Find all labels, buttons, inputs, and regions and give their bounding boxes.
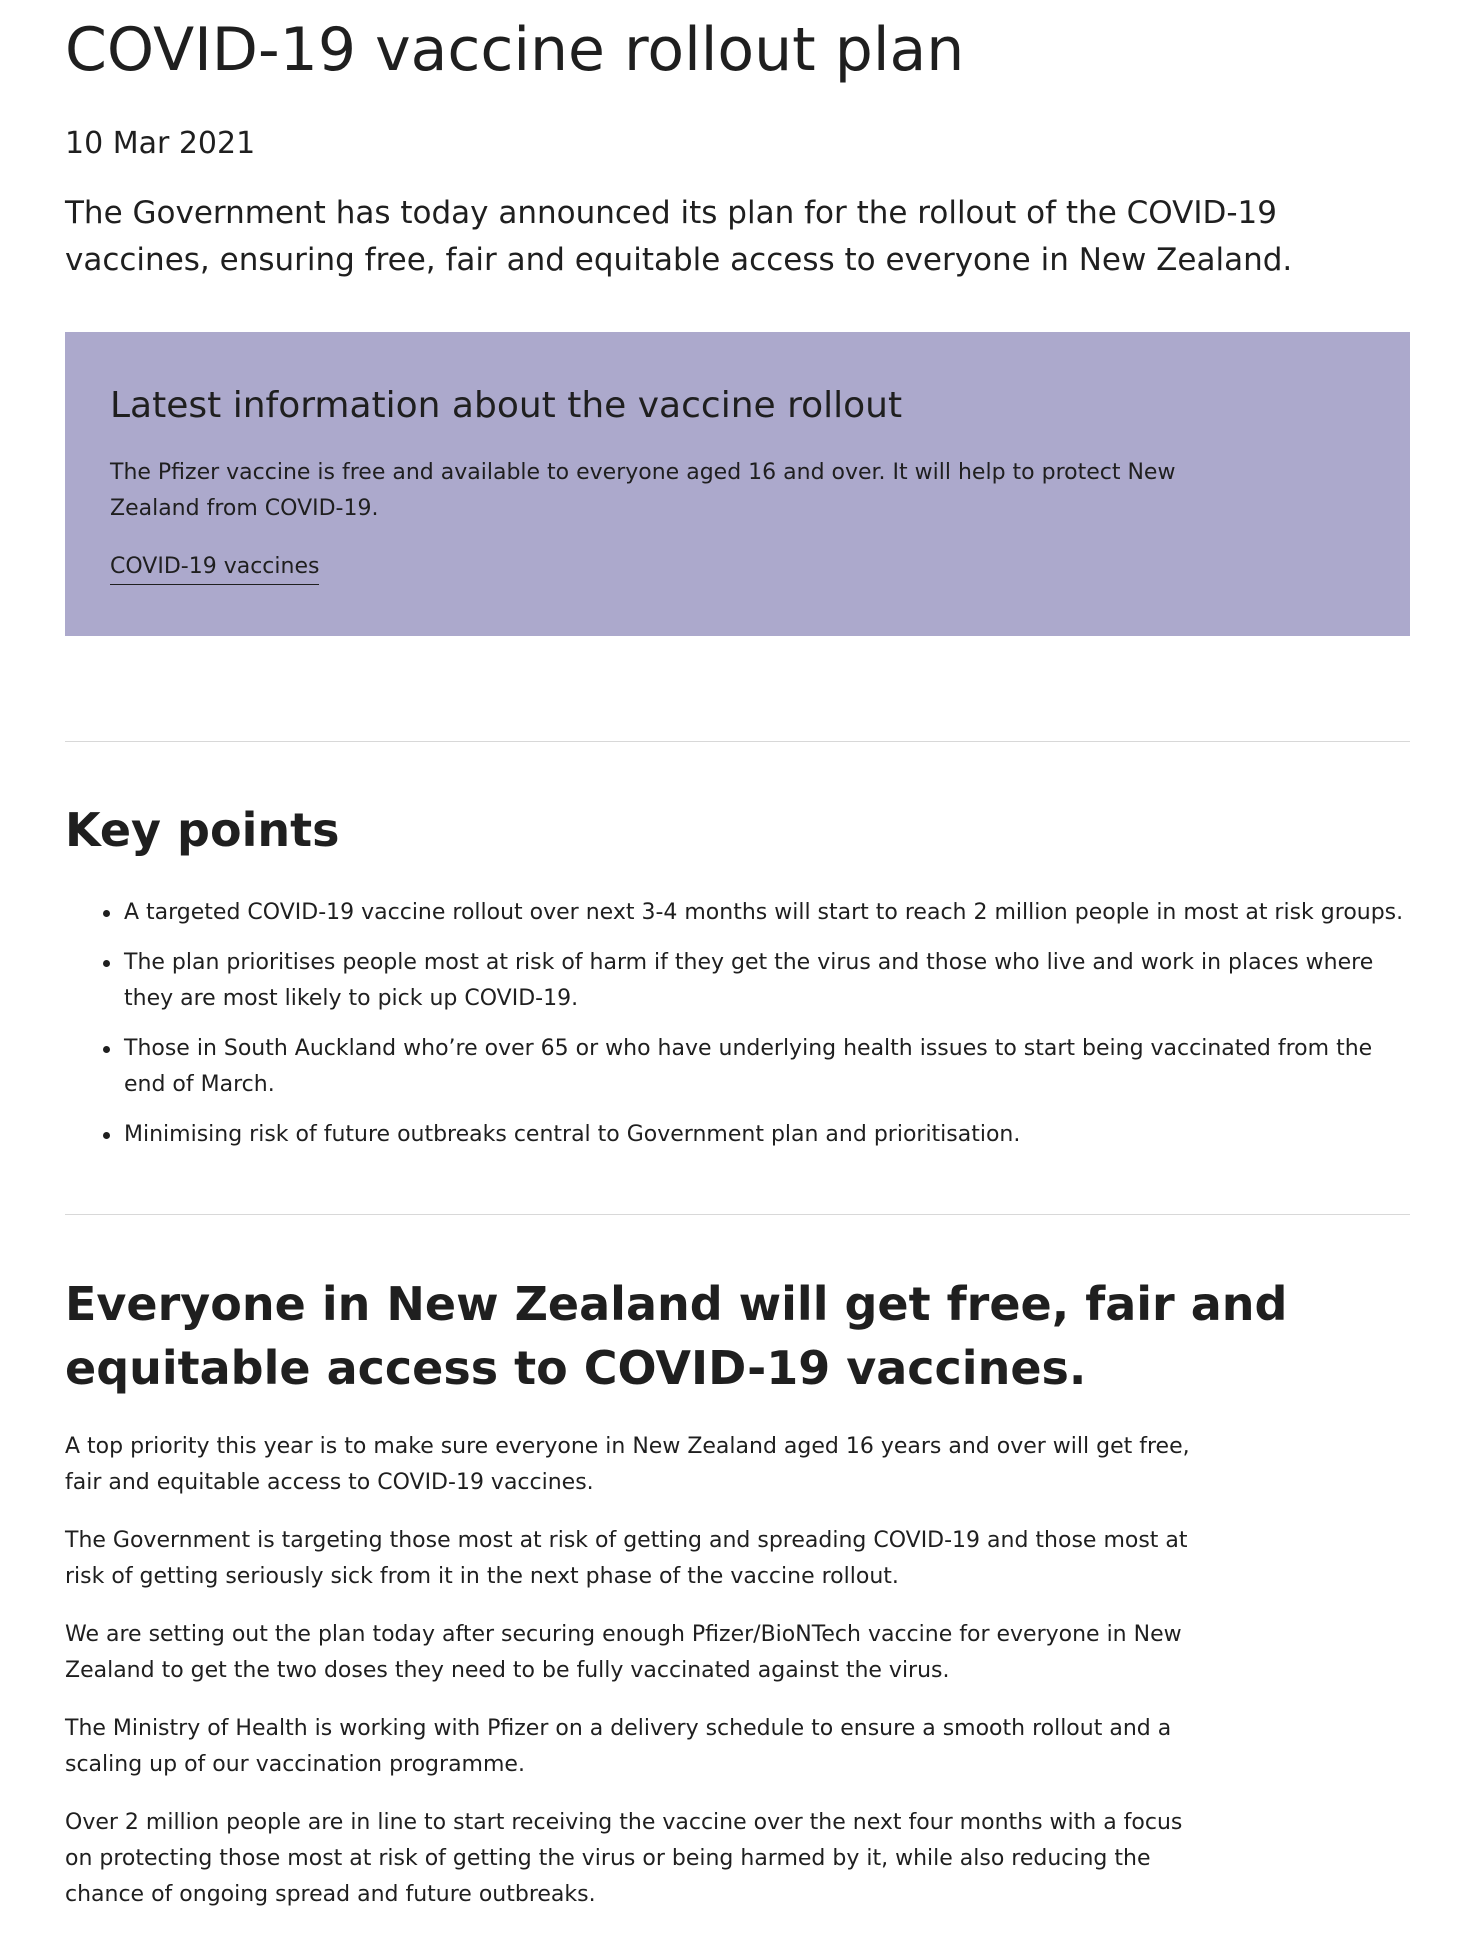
- body-paragraph: A top priority this year is to make sure everyone in New Zealand aged 16 years and over will get free, fair and equitable access to COVID-19 vaccines.: [65, 1434, 1190, 1495]
- info-box-text: The Pfizer vaccine is free and available to everyone aged 16 and over. It will help to protect New Zealand from COVID-19.: [110, 460, 1176, 521]
- body-paragraph: Over 2 million people are in line to start receiving the vaccine over the next four months with a focus on protecting those most at risk of getting the virus or being harmed by it, while also reducing the chance of ongoing spread and future outbreaks.: [65, 1810, 1183, 1907]
- key-point-item: [65, 1117, 1410, 1153]
- key-point-item: [65, 1031, 1410, 1103]
- divider: [65, 1214, 1410, 1215]
- key-point-text: Those in South Auckland who’re over 65 or who have underlying health issues to start being vaccinated from the end of March.: [124, 1036, 1373, 1097]
- divider: [65, 741, 1410, 742]
- section-body: [65, 1429, 1195, 1935]
- lead-paragraph: The Government has today announced its plan for the rollout of the COVID-19 vaccines, ensuring free, fair and equitable access to everyone in New Zealand.: [65, 195, 1293, 278]
- publish-date: 10 Mar 2021: [65, 126, 256, 161]
- bullet-icon: [103, 960, 110, 967]
- covid-vaccines-link[interactable]: COVID-19 vaccines: [110, 550, 319, 585]
- body-paragraph: The Government is targeting those most at risk of getting and spreading COVID-19 and those most at risk of getting seriously sick from it in the next phase of the vaccine rollout.: [65, 1528, 1188, 1589]
- key-point-text: A targeted COVID-19 vaccine rollout over next 3-4 months will start to reach 2 million people in most at risk groups.: [124, 900, 1404, 925]
- body-paragraph: We are setting out the plan today after securing enough Pfizer/BioNTech vaccine for everyone in New Zealand to get the two doses they need to be fully vaccinated against the virus.: [65, 1622, 1182, 1683]
- page-title: COVID-19 vaccine rollout plan: [65, 15, 965, 85]
- key-point-text: Minimising risk of future outbreaks central to Government plan and prioritisation.: [124, 1122, 1021, 1147]
- section-title: Everyone in New Zealand will get free, fair and equitable access to COVID-19 vaccines.: [65, 1277, 1288, 1395]
- key-points-list: [65, 895, 1410, 1167]
- key-point-item: [65, 945, 1410, 1017]
- bullet-icon: [103, 1132, 110, 1139]
- bullet-icon: [103, 1046, 110, 1053]
- body-paragraph: The Ministry of Health is working with Pfizer on a delivery schedule to ensure a smooth rollout and a scaling up of our vaccination programme.: [65, 1716, 1172, 1777]
- key-point-text: The plan prioritises people most at risk of harm if they get the virus and those who live and work in places where they are most likely to pick up COVID-19.: [124, 950, 1374, 1011]
- bullet-icon: [103, 910, 110, 917]
- key-points-title: Key points: [65, 803, 340, 857]
- key-point-item: [65, 895, 1410, 931]
- info-box-title: Latest information about the vaccine rollout: [110, 385, 903, 426]
